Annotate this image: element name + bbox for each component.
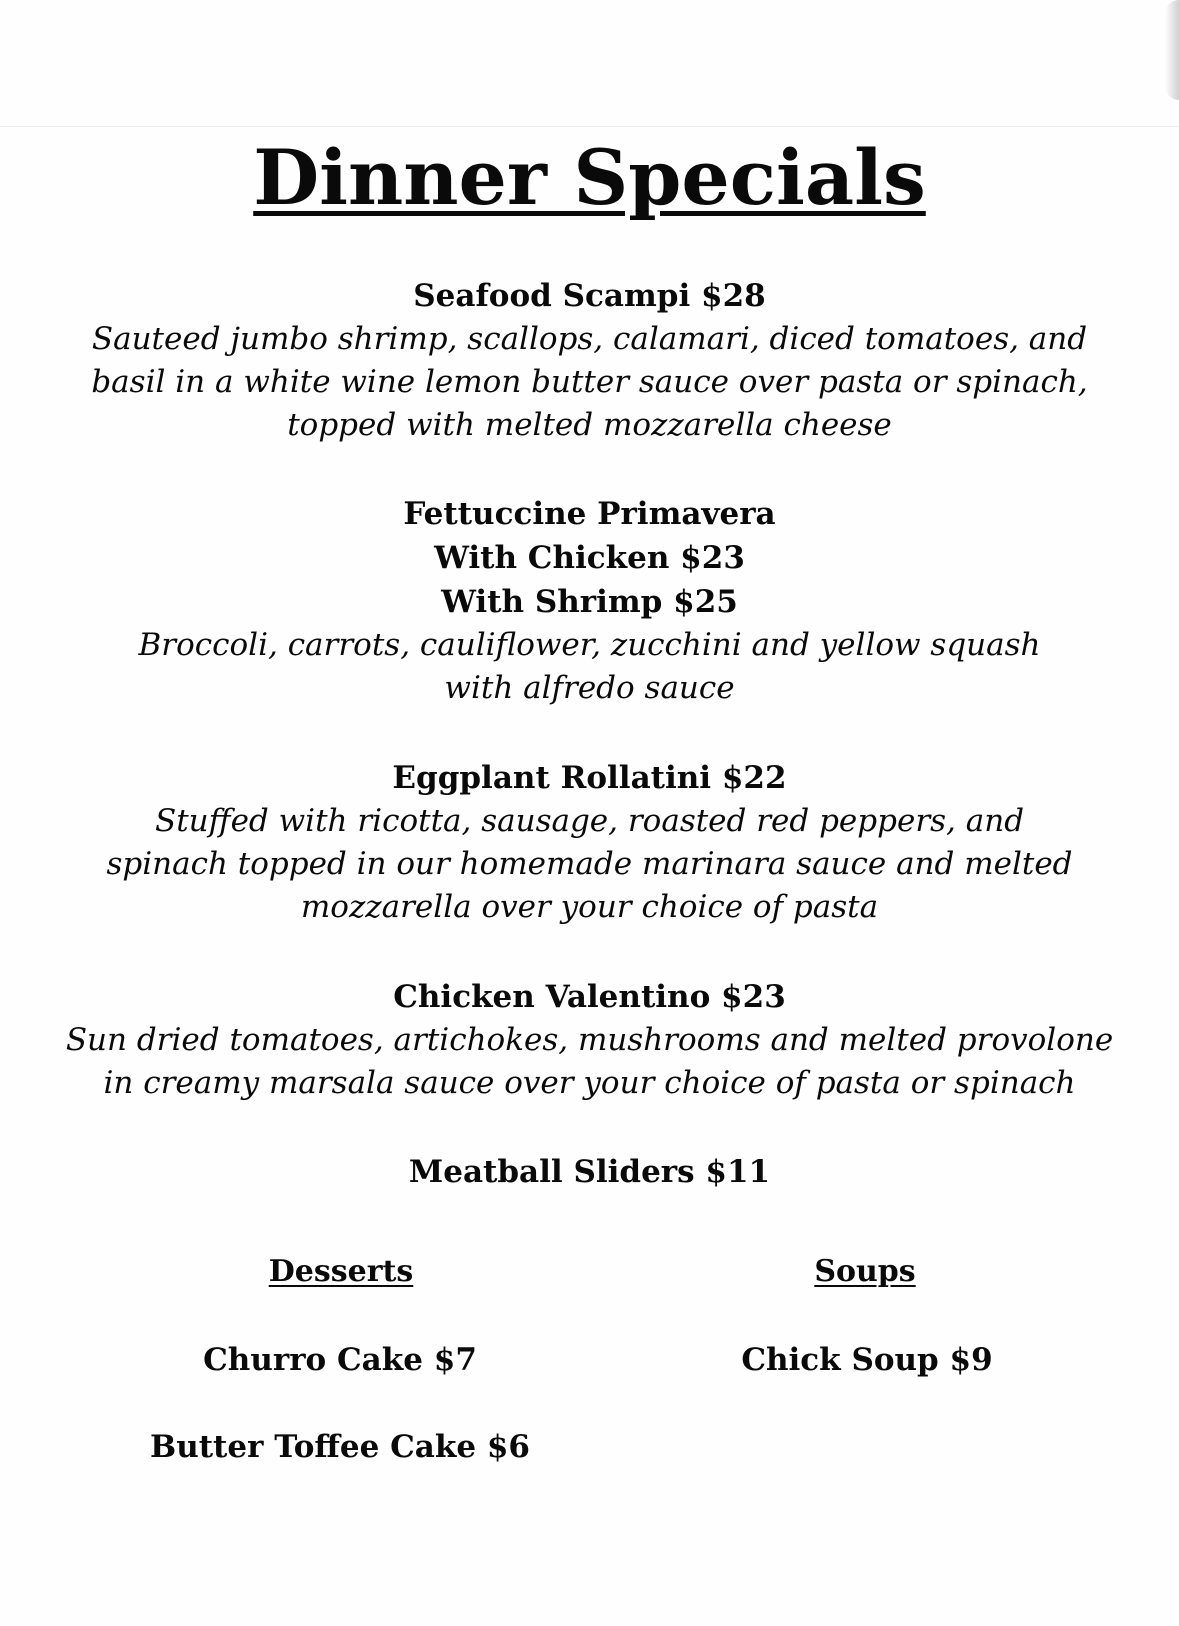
dessert-item: Butter Toffee Cake $6 [150,1429,530,1465]
special-fettuccine-primavera [0,492,1179,710]
top-blank-area [0,0,1179,127]
special-description: Stuffed with ricotta, sausage, roasted red peppers, and spinach topped in our homemade marinara sauce and melted mozzarella over your choice of pasta [106,803,1073,925]
special-option-shrimp: With Shrimp $25 [441,584,738,620]
special-name: Eggplant Rollatini $22 [392,760,787,796]
dessert-item: Churro Cake $7 [203,1342,477,1378]
edge-shadow [1165,0,1179,100]
special-name: Fettuccine Primavera [403,496,776,532]
special-name: Chicken Valentino $23 [393,979,786,1015]
page-title: Dinner Specials [253,133,926,222]
special-description: Sun dried tomatoes, artichokes, mushrooms and melted provolone in creamy marsala sauce over your choice of pasta or spinach [65,1022,1114,1101]
special-name: Seafood Scampi $28 [413,278,766,314]
special-eggplant-rollatini [0,756,1179,929]
soup-item: Chick Soup $9 [741,1342,993,1378]
desserts-heading: Desserts [268,1254,414,1289]
special-seafood-scampi [0,274,1179,447]
special-description: Broccoli, carrots, cauliflower, zucchini and yellow squash with alfredo sauce [138,627,1041,706]
special-description: Sauteed jumbo shrimp, scallops, calamari, diced tomatoes, and basil in a white wine lemon butter sauce over pasta or spinach, topped with melted mozzarella cheese [91,321,1088,443]
special-chicken-valentino [0,975,1179,1105]
soups-heading: Soups [814,1254,916,1289]
special-option-chicken: With Chicken $23 [434,540,745,576]
special-meatball-sliders [0,1150,1179,1194]
special-name: Meatball Sliders $11 [408,1154,771,1190]
